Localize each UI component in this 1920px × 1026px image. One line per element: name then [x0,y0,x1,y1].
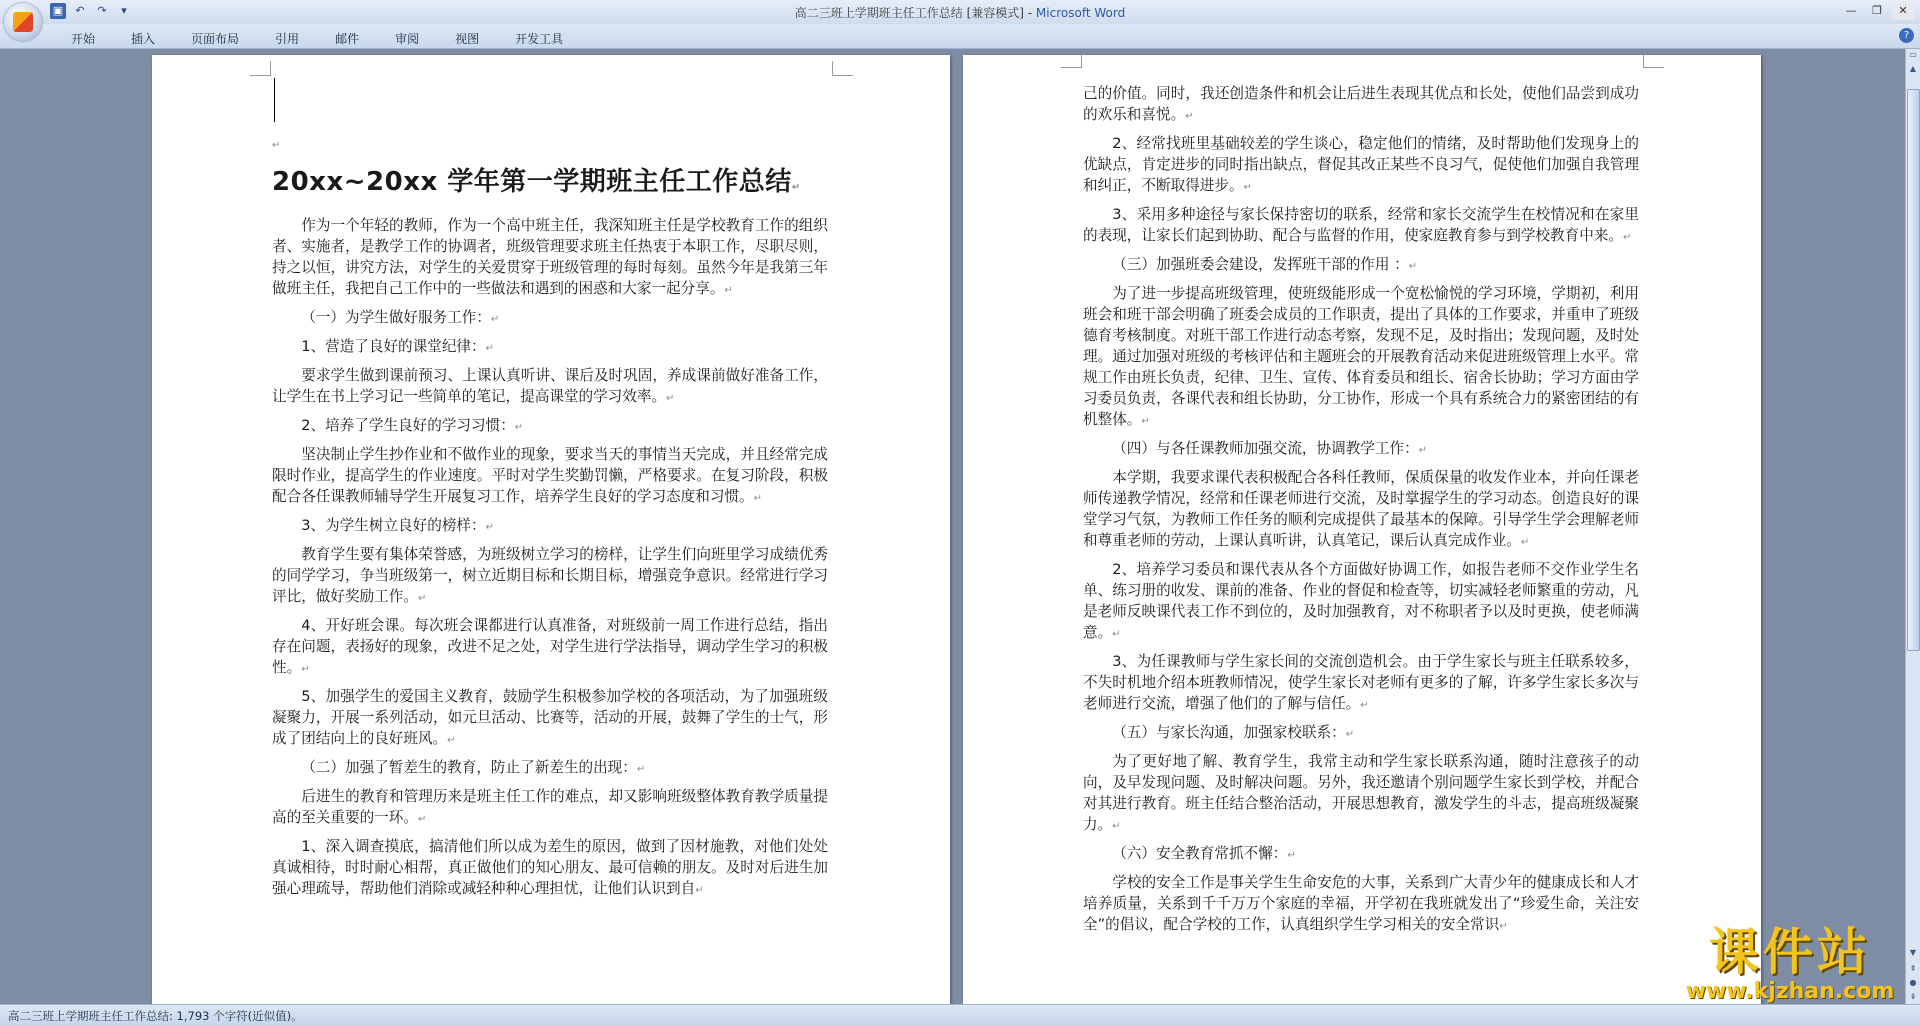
paragraph-mark-icon: ↵ [1112,821,1121,832]
paragraph-text: （二）加强了暂差生的教育，防止了新差生的出现： [301,759,637,776]
page-1-text: ↵ 20xx~20xx 学年第一学期班主任工作总结↵ 作为一个年轻的教师，作为一个高中班主任，我深知班主任是学校教育工作的组织者、实施者，是教学工作的协调者，班级管理要求班主任热衷于本职工作，尽职尽则，持之以恒，讲究方法，对学生的关爱贯穿于班级管理的每时每刻。虽然今年是我第三年做班主任，我把自己工作中的一些做法和遇到的困惑和大家一起分享。↵ （一）为学生做好服务工作：↵ 1、营造了良好的课堂纪律：↵ 要求学生做到课前预习、上课认真听讲、课后及时巩固，养成课前做好准备工作，让学生在书上学习记一些简单的笔记，提高课堂的学习效率。↵ 2、培养了学生良好的学习习惯：↵ 坚决制止学生抄作业和不做作业的现象，要求当天的事情当天完成，并且经常完成限时作业，提高学生的作业速度。平时对学生奖勤罚懒，严格要求。在复习阶段，积极配合各任课教师辅导学生开展复习工作，培养学生良好的学习态度和习惯。↵ 3、为学生树立良好的榜样：↵ 教育学生要有集体荣誉感，为班级树立学习的榜样，让学生们向班里学习成绩优秀的同学学习，争当班级第一，树立近期目标和长期目标，增强竞争意识。经常进行学习评比，做好奖励工作。↵ 4、开好班会课。每次班会课都进行认真准备，对班级前一周工作进行总结，指出存在问题，表扬好的现象，改进不足之处，对学生进行学法指导，调动学生学习的积极性。↵ 5、加强学生的爱国主义教育，鼓励学生积极参加学校的各项活动，为了加强班级凝聚力，开展一系列活动，如元旦活动、比赛等，活动的开展，鼓舞了学生的士气，形成了团结向上的良好班风。↵ （二）加强了暂差生的教育，防止了新差生的出现：↵ 后进生的教育和管理历来是班主任工作的难点，却又影响班级整体教育教学质量提高的至关重要的一环。↵ 1、深入调查摸底，搞清他们所以成为差生的原因，做到了因材施教，对他们处处真诚相待，时时耐心相帮，真正做他们的知心朋友、最可信赖的朋友。及时对后进生加强心理疏导，帮助他们消除或减轻种种心理担忧，让他们认识到自↵ [272,71,828,907]
paragraph[interactable] [272,544,828,609]
prev-page-icon[interactable]: ⇞ [1909,964,1917,973]
paragraph[interactable] [1083,283,1639,432]
paragraph-text: 为了进一步提高班级管理，使班级能形成一个宽松愉悦的学习环境，学期初，利用班会和班干部会明确了班委会成员的工作职责，提出了具体的工作要求，并重申了班级德育考核制度。对班干部工作进行动态考察，发现不足，及时指出；发现问题，及时处理。通过加强对班级的考核评估和主题班会的开展教育活动来促进班级管理上水平。常规工作由班长负责，纪律、卫生、宣传、体育委员和组长、宿舍长协助；学习方面由学习委员负责，各课代表和组长协助，分工协作，形成一个具有系统合力的紧密团结的有机整体。 [1083,285,1639,428]
paragraph-text: 己的价值。同时，我还创造条件和机会让后进生表现其优点和长处，使他们品尝到成功的欢乐和喜悦。 [1083,85,1639,123]
crop-mark [1643,55,1664,68]
tab-review[interactable]: 审阅 [395,32,420,46]
paragraph-text: 20xx~20xx 学年第一学期班主任工作总结 [272,167,792,197]
paragraph[interactable] [1083,751,1639,837]
paragraph-mark-icon: ↵ [666,393,675,404]
paragraph[interactable] [272,336,828,359]
paragraph[interactable] [272,307,828,330]
paragraph-text: 学校的安全工作是事关学生生命安危的大事，关系到广大青少年的健康成长和人才培养质量，关系到千千万万个家庭的幸福，开学初在我班就发出了“珍爱生命，关注安全”的倡议，配合学校的工作，认真组织学生学习相关的安全常识 [1083,874,1639,933]
paragraph-mark-icon: ↵ [636,764,646,775]
paragraph-text: 后进生的教育和管理历来是班主任工作的难点，却又影响班级整体教育教学质量提高的至关重要的一环。 [272,788,828,826]
paragraph-mark-icon: ↵ [485,343,494,354]
ruler-toggle-icon[interactable]: ▭ [1909,50,1917,59]
paragraph-text: 3、为任课教师与学生家长间的交流创造机会。由于学生家长与班主任联系较多，不失时机地介绍本班教师情况，使学生家长对老师有更多的了解，许多学生家长多次与老师进行交流，增强了他们的了解与信任。 [1083,653,1639,712]
window-title [0,4,1920,21]
crop-mark [250,61,271,76]
document-page-1[interactable] [152,55,950,1004]
save-icon[interactable]: ▣ [50,3,66,19]
undo-icon[interactable]: ↶ [75,4,85,17]
paragraph[interactable] [272,836,828,901]
page-2-text [1083,83,1639,943]
browse-object-icon[interactable]: ● [1909,978,1917,987]
paragraph-mark-icon: ↵ [1360,700,1369,711]
paragraph-text: 3、为学生树立良好的榜样： [301,517,486,534]
paragraph-text: 为了更好地了解、教育学生，我常主动和学生家长联系沟通，随时注意孩子的动向，及早发现问题、及时解决问题。另外，我还邀请个别问题学生家长到学校，并配合对其进行教育。班主任结合整治活动，开展思想教育，激发学生的斗志，提高班级凝聚力。 [1083,753,1639,833]
tab-developer[interactable]: 开发工具 [515,32,564,46]
paragraph[interactable] [272,757,828,780]
help-icon[interactable]: ? [1899,28,1914,43]
paragraph[interactable] [1083,651,1639,716]
redo-icon[interactable]: ↷ [97,4,107,17]
paragraph-text: 坚决制止学生抄作业和不做作业的现象，要求当天的事情当天完成，并且经常完成限时作业，提高学生的作业速度。平时对学生奖勤罚懒，严格要求。在复习阶段，积极配合各任课教师辅导学生开展复习工作，培养学生良好的学习态度和习惯。 [272,446,828,505]
paragraph[interactable] [272,415,828,438]
paragraph[interactable] [1083,133,1639,198]
watermark-title: 课件站 [1709,923,1871,981]
paragraph-text: 1、深入调查摸底，搞清他们所以成为差生的原因，做到了因材施教，对他们处处真诚相待，时时耐心相帮，真正做他们的知心朋友、最可信赖的朋友。及时对后进生加强心理疏导，帮助他们消除或减轻种种心理担忧，让他们认识到自 [272,838,828,897]
paragraph-mark-icon: ↵ [1408,261,1418,272]
paragraph-mark-icon: ↵ [695,885,704,896]
paragraph-mark-icon: ↵ [1141,416,1150,427]
paragraph-text: （六）安全教育常抓不懈： [1112,845,1288,862]
paragraph[interactable] [272,365,828,409]
tab-mailings[interactable]: 邮件 [335,32,360,46]
paragraph-mark-icon: ↵ [485,522,494,533]
paragraph[interactable] [1083,722,1639,745]
document-page-2[interactable] [963,55,1761,1004]
paragraph[interactable] [1083,467,1639,553]
paragraph-mark-icon: ↵ [301,664,310,675]
tab-view[interactable]: 视图 [455,32,480,46]
scroll-thumb[interactable] [1907,89,1920,651]
paragraph[interactable] [1083,254,1639,277]
paragraph-text: 1、营造了良好的课堂纪律： [301,338,486,355]
paragraph[interactable] [1083,843,1639,866]
restore-icon[interactable]: ❐ [1872,4,1882,17]
tab-home[interactable]: 开始 [71,32,96,46]
paragraph-mark-icon: ↵ [1243,182,1252,193]
chevron-down-icon[interactable]: ▾ [121,4,127,17]
ribbon-tabs [60,28,588,49]
paragraph-text: 3、采用多种途径与家长保持密切的联系，经常和家长交流学生在校情况和在家里的表现，让家长们起到协助、配合与监督的作用，使家庭教育参与到学校教育中来。 [1083,206,1639,244]
office-logo-icon [13,12,33,32]
paragraph-text: （一）为学生做好服务工作： [301,309,491,326]
paragraph-mark-icon: ↵ [1345,729,1355,740]
paragraph-text: 2、培养学习委员和课代表从各个方面做好协调工作，如报告老师不交作业学生名单、练习册的收发、课前的准备、作业的督促和检查等，切实减轻老师繁重的劳动，凡是老师反映课代表工作不到位的，及时加强教育，对不称职者予以及时更换，使老师满意。 [1083,561,1639,641]
paragraph[interactable] [1083,204,1639,248]
tab-page-layout[interactable]: 页面布局 [191,32,240,46]
paragraph[interactable] [272,615,828,680]
crop-mark [832,61,853,76]
paragraph-mark-icon: ↵ [417,814,427,825]
paragraph-mark-icon: ↵ [1185,111,1194,122]
site-watermark [1672,924,1908,1008]
paragraph-text: 本学期，我要求课代表积极配合各科任教师，保质保量的收发作业本，并向任课老师传递教学情况，经常和任课老师进行交流，及时掌握学生的学习动态。创造良好的课堂学习气氛，为教师工作任务的顺利完成提供了最基本的保障。引导学生学会理解老师和尊重老师的劳动，上课认真听讲，认真笔记，课后认真完成作业。 [1083,469,1639,549]
paragraph-text: 2、培养了学生良好的学习习惯： [301,417,515,434]
paragraph-mark-icon: ↵ [490,314,500,325]
paragraph-mark-icon: ↵ [791,182,801,193]
paragraph[interactable] [272,686,828,751]
paragraph[interactable] [272,515,828,538]
paragraph-mark-icon: ↵ [1112,629,1121,640]
paragraph-mark-icon: ↵ [1287,850,1296,861]
document-workspace [0,49,1906,1004]
paragraph-mark-icon: ↵ [1622,232,1632,243]
paragraph-mark-icon: ↵ [753,493,762,504]
paragraph-mark-icon: ↵ [1520,537,1530,548]
paragraph-mark-icon: ↵ [724,285,733,296]
vertical-scrollbar[interactable] [1905,49,1920,1004]
paragraph-text: （五）与家长沟通，加强家校联系： [1112,724,1346,741]
window-controls [1840,2,1914,20]
next-page-icon[interactable]: ⇟ [1909,992,1917,1001]
paragraph-text: （三）加强班委会建设，发挥班干部的作用 ： [1112,256,1409,273]
tab-insert[interactable]: 插入 [131,32,156,46]
close-icon[interactable]: ✕ [1892,2,1914,20]
paragraph-mark-icon: ↵ [1418,445,1428,456]
paragraph-text: 教育学生要有集体荣誉感，为班级树立学习的榜样，让学生们向班里学习成绩优秀的同学学习，争当班级第一，树立近期目标和长期目标，增强竞争意识。经常进行学习评比，做好奖励工作。 [272,546,828,605]
paragraph-text: 要求学生做到课前预习、上课认真听讲、课后及时巩固，养成课前做好准备工作，让学生在书上学习记一些简单的笔记，提高课堂的学习效率。 [272,367,828,405]
paragraph-mark-icon: ↵ [514,422,524,433]
paragraph-text: 作为一个年轻的教师，作为一个高中班主任，我深知班主任是学校教育工作的组织者、实施者，是教学工作的协调者，班级管理要求班主任热衷于本职工作，尽职尽则，持之以恒，讲究方法，对学生的关爱贯穿于班级管理的每时每刻。虽然今年是我第三年做班主任，我把自己工作中的一些做法和遇到的困惑和大家一起分享。 [272,217,828,297]
word-count[interactable]: 高二三班上学期班主任工作总结: 1,793 个字符(近似值)。 [8,1009,303,1023]
paragraph-text: 5、加强学生的爱国主义教育，鼓励学生积极参加学校的各项活动，为了加强班级凝聚力，开展一系列活动，如元旦活动、比赛等，活动的开展，鼓舞了学生的士气，形成了团结向上的良好班风。 [272,688,828,747]
minimize-icon[interactable]: — [1845,4,1857,17]
paragraph-text: 2、经常找班里基础较差的学生谈心，稳定他们的情绪，及时帮助他们发现身上的优缺点，肯定进步的同时指出缺点，督促其改正某些不良习气，促使他们加强自我管理和纠正，不断取得进步。 [1083,135,1639,194]
crop-mark [1061,55,1082,68]
paragraph[interactable] [1083,872,1639,937]
paragraph[interactable] [272,786,828,830]
paragraph-text: 4、开好班会课。每次班会课都进行认真准备，对班级前一周工作进行总结，指出存在问题，表扬好的现象，改进不足之处，对学生进行学法指导，调动学生学习的积极性。 [272,617,828,676]
paragraph-mark-icon: ↵ [447,735,456,746]
paragraph-text: （四）与各任课教师加强交流，协调教学工作： [1112,440,1419,457]
document-title: 高二三班上学期班主任工作总结 [兼容模式] - [794,6,1036,20]
watermark-url: www.kjzhan.com [1685,979,1895,1004]
status-bar [0,1004,1920,1026]
paragraph[interactable] [1083,83,1639,127]
paragraph[interactable] [1083,559,1639,645]
paragraph[interactable] [272,215,828,301]
paragraph-mark-icon: ↵ [417,593,427,604]
office-button[interactable] [4,3,42,41]
paragraph-mark-icon: ↵ [1499,921,1508,932]
app-name: Microsoft Word [1035,6,1126,20]
paragraph[interactable] [272,444,828,509]
title-bar [0,0,1920,24]
tab-references[interactable]: 引用 [275,32,300,46]
scroll-down-icon[interactable]: ▼ [1909,948,1917,957]
scroll-up-icon[interactable]: ▲ [1909,64,1917,73]
ribbon [0,24,1920,49]
document-heading[interactable] [272,165,828,205]
paragraph[interactable] [1083,438,1639,461]
